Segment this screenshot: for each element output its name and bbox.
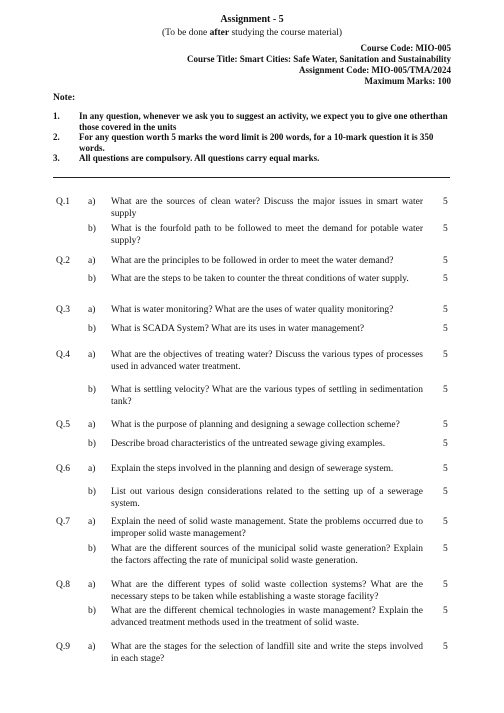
question-text: What is the fourfold path to be followed to meet the demand for potable water supply? — [111, 224, 423, 246]
question-part: b) — [88, 439, 96, 449]
question-part: a) — [88, 350, 96, 360]
question-marks: 5 — [443, 606, 448, 616]
question-part: b) — [88, 385, 96, 395]
question-part: a) — [88, 580, 96, 590]
subtitle-emphasis: after — [209, 28, 230, 38]
question-marks: 5 — [443, 274, 448, 284]
note-item — [53, 132, 451, 153]
question-marks: 5 — [443, 580, 448, 590]
question-text: What are the principles to be followed in order to meet the water demand? — [111, 256, 394, 266]
note-item — [53, 153, 451, 164]
assignment-title: Assignment - 5 — [220, 14, 284, 25]
question-part: a) — [88, 256, 96, 266]
question-text: What are the sources of clean water? Discuss the major issues in smart water supply — [111, 197, 423, 219]
question-text: List out various design considerations related to the setting up of a sewerage system. — [111, 487, 423, 509]
note-text: For any question worth 5 marks the word limit is 200 words, for a 10-mark question it is 350 words. — [79, 132, 434, 153]
question-marks: 5 — [443, 487, 448, 497]
question-text: Explain the need of solid waste management. State the problems occurred due to improper solid waste management? — [111, 517, 423, 539]
question-number: Q.4 — [56, 350, 70, 360]
question-text: What is SCADA System? What are its uses in water management? — [111, 324, 365, 334]
question-text: What is the purpose of planning and designing a sewage collection scheme? — [111, 420, 400, 430]
question-marks: 5 — [443, 464, 448, 474]
question-part: b) — [88, 274, 96, 284]
question-part: b) — [88, 487, 96, 497]
question-marks: 5 — [443, 197, 448, 207]
question-part: b) — [88, 324, 96, 334]
course-code: Course Code: MIO-005 — [360, 43, 451, 53]
note-number: 1. — [53, 111, 60, 121]
question-marks: 5 — [443, 256, 448, 266]
question-number: Q.3 — [56, 305, 70, 315]
question-marks: 5 — [443, 439, 448, 449]
question-marks: 5 — [443, 224, 448, 234]
question-part: b) — [88, 606, 96, 616]
note-text: In any question, whenever we ask you to suggest an activity, we expect you to give one otherthan those covered in the units — [79, 111, 448, 132]
assignment-subtitle — [0, 28, 504, 38]
question-text: What is water monitoring? What are the uses of water quality monitoring? — [111, 305, 394, 315]
question-part: a) — [88, 420, 96, 430]
note-number: 3. — [53, 153, 60, 163]
question-part: a) — [88, 517, 96, 527]
question-text: What are the objectives of treating water? Discuss the various types of processes used in advanced water treatment. — [111, 350, 423, 372]
question-number: Q.9 — [56, 642, 70, 652]
question-marks: 5 — [443, 420, 448, 430]
question-text: What are the stages for the selection of landfill site and write the steps involved in each stage? — [111, 642, 423, 664]
question-number: Q.6 — [56, 464, 70, 474]
note-text: All questions are compulsory. All questions carry equal marks. — [79, 153, 320, 163]
question-marks: 5 — [443, 642, 448, 652]
maximum-marks: Maximum Marks: 100 — [364, 76, 451, 86]
question-text: What are the different chemical technologies in waste management? Explain the advanced treatment methods used in the treatment of solid waste. — [111, 606, 423, 628]
question-text: What are the steps to be taken to counter the threat conditions of water supply. — [111, 274, 409, 284]
question-text: Describe broad characteristics of the untreated sewage giving examples. — [111, 439, 386, 449]
question-part: a) — [88, 305, 96, 315]
question-part: b) — [88, 224, 96, 234]
question-number: Q.8 — [56, 580, 70, 590]
question-number: Q.5 — [56, 420, 70, 430]
question-marks: 5 — [443, 385, 448, 395]
subtitle-text-before: (To be done — [161, 28, 210, 38]
notes-list — [53, 111, 451, 164]
question-marks: 5 — [443, 517, 448, 527]
question-marks: 5 — [443, 324, 448, 334]
subtitle-text-after: studying the course material) — [229, 28, 343, 38]
question-marks: 5 — [443, 305, 448, 315]
question-text: What are the different sources of the municipal solid waste generation? Explain the factors affecting the rate of municipal solid waste generation. — [111, 544, 423, 566]
question-part: a) — [88, 464, 96, 474]
question-text: What are the different types of solid waste collection systems? What are the necessary steps to be taken while establishing a waste storage facility? — [111, 580, 423, 602]
question-text: Explain the steps involved in the planning and design of sewerage system. — [111, 464, 394, 474]
question-number: Q.1 — [56, 197, 70, 207]
question-marks: 5 — [443, 544, 448, 554]
note-item — [53, 111, 451, 132]
note-number: 2. — [53, 132, 60, 142]
question-number: Q.7 — [56, 517, 70, 527]
divider — [53, 177, 450, 178]
question-part: a) — [88, 642, 96, 652]
question-part: a) — [88, 197, 96, 207]
question-marks: 5 — [443, 350, 448, 360]
question-number: Q.2 — [56, 256, 70, 266]
note-label: Note: — [53, 93, 76, 103]
course-meta — [187, 43, 451, 87]
course-title: Course Title: Smart Cities: Safe Water, Sanitation and Sustainability — [187, 54, 451, 64]
assignment-code: Assignment Code: MIO-005/TMA/2024 — [299, 65, 451, 75]
question-part: b) — [88, 544, 96, 554]
question-text: What is settling velocity? What are the various types of settling in sedimentation tank? — [111, 385, 423, 407]
